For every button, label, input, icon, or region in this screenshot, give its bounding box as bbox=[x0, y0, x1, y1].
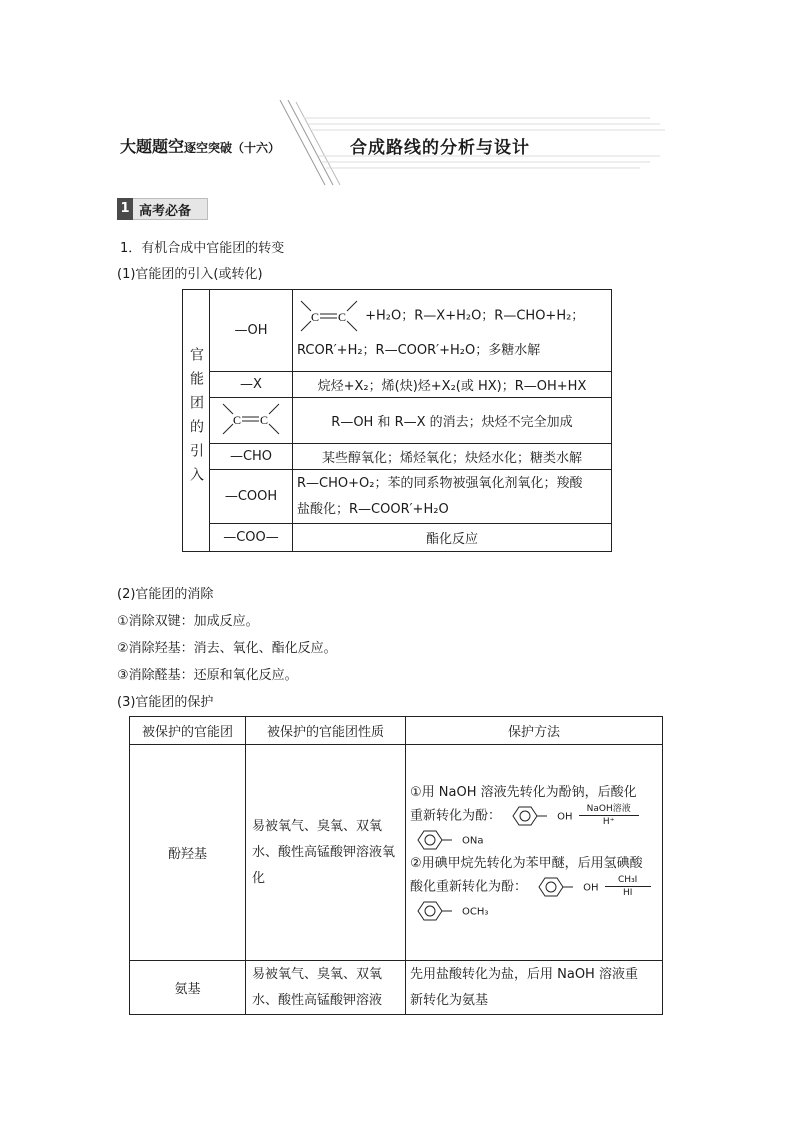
group-oh: —OH bbox=[210, 290, 293, 372]
banner-title-main: 大题题空 bbox=[120, 137, 185, 156]
method2-cond-bot: HI bbox=[622, 888, 633, 898]
cell-oh bbox=[293, 290, 612, 372]
amino-method bbox=[406, 961, 663, 1015]
cell-coo: 酯化反应 bbox=[293, 524, 612, 552]
method2-line1: ②用碘甲烷先转化为苯甲醚，后用氢碘酸 bbox=[410, 855, 643, 871]
benzene-ring-icon bbox=[505, 804, 557, 828]
method1-product: ONa bbox=[462, 835, 484, 847]
sub2-item-2: ②消除羟基：消去、氧化、酯化反应。 bbox=[117, 641, 337, 656]
method1-arrow bbox=[577, 804, 641, 827]
benzene-ring-icon bbox=[410, 899, 462, 923]
cell-cooh bbox=[293, 470, 612, 524]
intro-row-header-text: 官能团的引入 bbox=[188, 346, 204, 491]
svg-text:C: C bbox=[311, 310, 320, 324]
intro-row-header bbox=[183, 290, 210, 552]
group-x: —X bbox=[210, 372, 293, 398]
group-alkene bbox=[210, 398, 293, 444]
phenol-method bbox=[406, 745, 663, 961]
method2-arrow bbox=[603, 875, 653, 898]
protect-header-group: 被保护的官能团 bbox=[130, 717, 246, 745]
benzene-ring-icon bbox=[410, 828, 462, 852]
sub2-item-1: ①消除双键：加成反应。 bbox=[117, 614, 259, 629]
method1-cond-bot: H⁺ bbox=[602, 817, 615, 827]
method1-line1: ①用 NaOH 溶液先转化为酚钠，后酸化 bbox=[410, 784, 637, 800]
amino-method-line2: 新转化为氨基 bbox=[410, 992, 489, 1008]
svg-text:C: C bbox=[260, 412, 269, 427]
alkene-structure-icon bbox=[219, 400, 283, 438]
intro-table bbox=[182, 289, 612, 552]
sub1-heading: (1)官能团的引入(或转化) bbox=[117, 267, 263, 282]
cell-cho: 某些醇氧化；烯烃氧化；炔烃水化；糖类水解 bbox=[293, 444, 612, 470]
sub2-item-3: ③消除醛基：还原和氧化反应。 bbox=[117, 668, 298, 683]
svg-text:C: C bbox=[338, 310, 347, 324]
method1-line2: 重新转化为酚： bbox=[410, 808, 502, 823]
cell-alkene: R—OH 和 R—X 的消去；炔烃不完全加成 bbox=[293, 398, 612, 444]
phenol-group: 酚羟基 bbox=[130, 745, 246, 961]
group-cooh: —COOH bbox=[210, 470, 293, 524]
cell-x: 烷烃+X₂；烯(炔)烃+X₂(或 HX)；R—OH+HX bbox=[293, 372, 612, 398]
protect-header-method: 保护方法 bbox=[406, 717, 663, 745]
alkene-structure-icon bbox=[297, 297, 361, 335]
cooh-line2: 盐酸化；R—COOR′+H₂O bbox=[297, 501, 449, 517]
protect-table bbox=[129, 716, 663, 1015]
method2-oh: OH bbox=[583, 882, 599, 893]
section-number: 1 bbox=[117, 198, 133, 220]
banner-title-sub: 逐空突破（十六） bbox=[184, 141, 281, 155]
method2-product: OCH₃ bbox=[462, 906, 489, 918]
method1-oh: OH bbox=[557, 811, 573, 822]
amino-method-line1: 先用盐酸转化为盐，后用 NaOH 溶液重 bbox=[410, 966, 638, 982]
cooh-line1: R—CHO+O₂；苯的同系物被强氧化剂氧化；羧酸 bbox=[297, 475, 583, 491]
banner-title bbox=[120, 134, 280, 157]
svg-text:C: C bbox=[233, 412, 242, 427]
oh-line2: RCOR′+H₂；R—COOR′+H₂O；多糖水解 bbox=[297, 343, 541, 358]
phenol-property: 易被氧气、臭氧、双氧水、酸性高锰酸钾溶液氧化 bbox=[246, 745, 406, 961]
method1-cond-top: NaOH溶液 bbox=[586, 804, 631, 814]
group-coo: —COO— bbox=[210, 524, 293, 552]
item1-heading: 1．有机合成中官能团的转变 bbox=[120, 241, 285, 256]
amino-group: 氨基 bbox=[130, 961, 246, 1015]
method2-line2: 酸化重新转化为酚： bbox=[410, 879, 528, 894]
amino-property: 易被氧气、臭氧、双氧水、酸性高锰酸钾溶液 bbox=[246, 961, 406, 1015]
section-label: 高考必备 bbox=[139, 204, 192, 219]
oh-line1: +H₂O；R—X+H₂O；R—CHO+H₂； bbox=[365, 308, 585, 324]
group-cho: —CHO bbox=[210, 444, 293, 470]
page-title: 合成路线的分析与设计 bbox=[350, 138, 530, 158]
protect-header-property: 被保护的官能团性质 bbox=[246, 717, 406, 745]
sub2-heading: (2)官能团的消除 bbox=[117, 587, 214, 602]
benzene-ring-icon bbox=[531, 875, 583, 899]
method2-cond-top: CH₃I bbox=[618, 875, 638, 885]
sub3-heading: (3)官能团的保护 bbox=[117, 695, 214, 710]
